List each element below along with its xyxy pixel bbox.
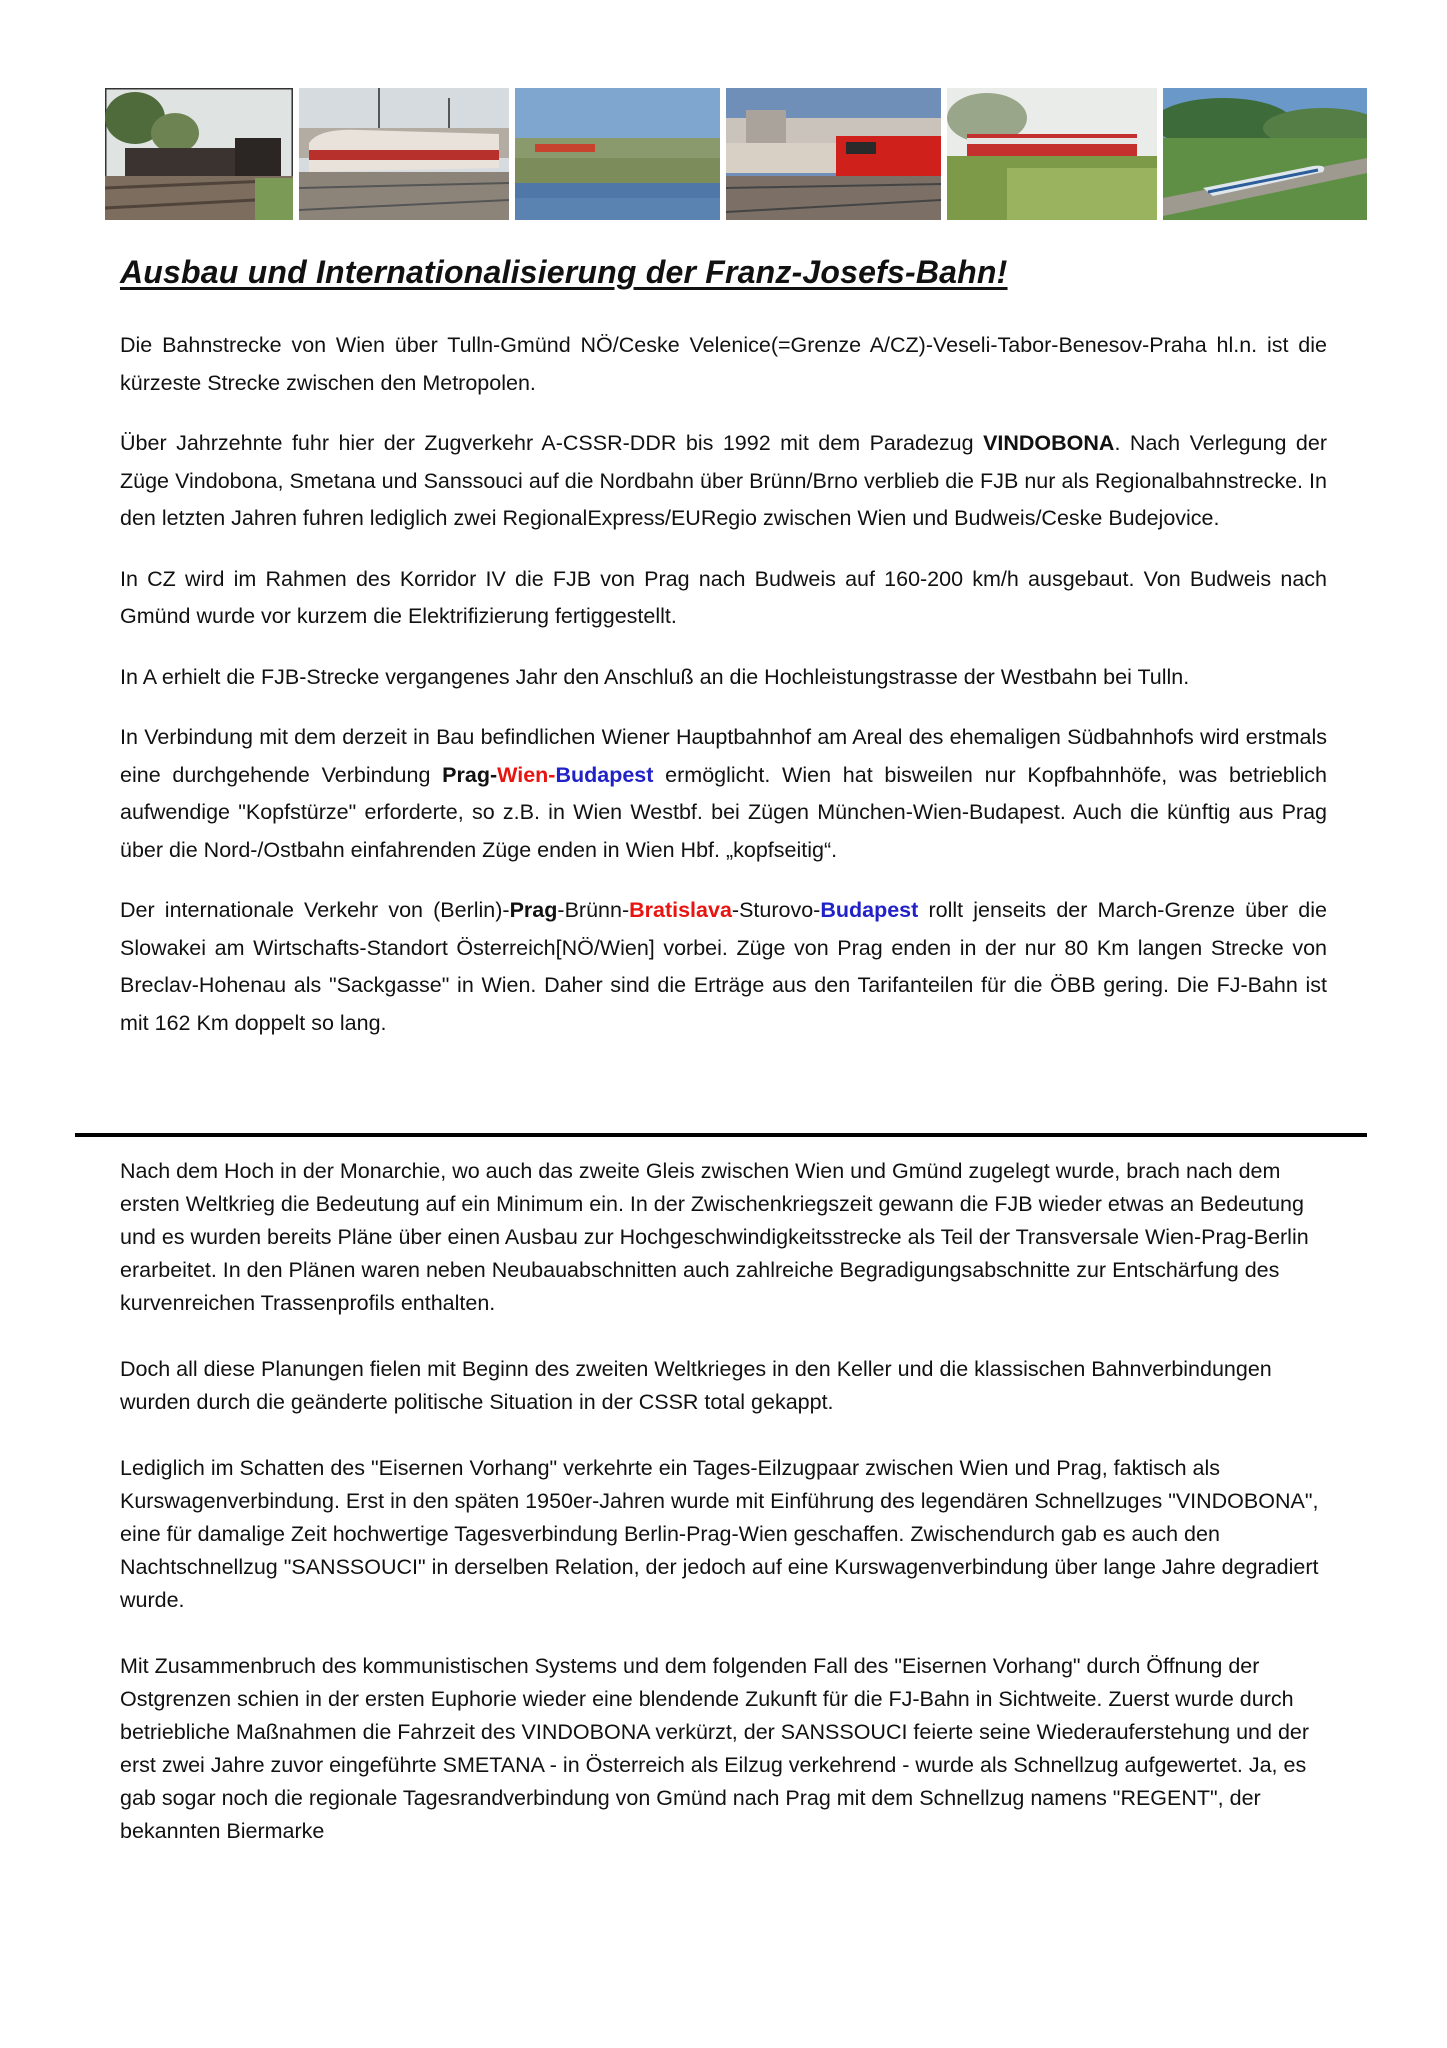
photo-diesel-railcar xyxy=(299,88,509,220)
paragraph-monarchy: Nach dem Hoch in der Monarchie, wo auch das zweite Gleis zwischen Wien und Gmünd zugelegt wurde, brach nach dem ersten Weltkrieg die Bedeutung auf ein Minimum ein. In der Zwischenkriegszeit gewann die FJB wieder etwas an Bedeutung und es wurden bereits Pläne über einen Ausbau zur Hochgeschwindigkeitsstrecke als Teil der Transversale Wien-Prag-Berlin erarbeitet. In den Plänen waren neben Neubauabschnitten auch zahlreiche Begradigungsabschnitte zur Entschärfung des kurvenreichen Trassenprofils enthalten. xyxy=(120,1159,1309,1315)
photo-strip xyxy=(105,88,1367,220)
photo-red-locomotive xyxy=(726,88,941,220)
paragraph-hauptbahnhof xyxy=(120,719,1327,869)
paragraph-austria-connection xyxy=(120,659,1327,697)
photo-steam-train xyxy=(105,88,293,220)
paragraph-international-traffic xyxy=(120,892,1327,1042)
highlight-wien: Wien- xyxy=(497,762,556,787)
text: In CZ wird im Rahmen des Korridor IV die FJB von Prag nach Budweis auf 160-200 km/h ausgebaut. Von Budweis nach Gmünd wurde vor kurzem die Elektrifizierung fertiggestellt. xyxy=(120,566,1327,628)
text: Über Jahrzehnte fuhr hier der Zugverkehr A-CSSR-DDR bis 1992 mit dem Paradezug xyxy=(120,431,984,455)
paragraph-world-war: Doch all diese Planungen fielen mit Beginn des zweiten Weltkrieges in den Keller und die klassischen Bahnverbindungen wurden durch die geänderte politische Situation in der CSSR total gekappt. xyxy=(120,1357,1272,1414)
text: Die Bahnstrecke von Wien über Tulln-Gmünd NÖ/Ceske Velenice(=Grenze A/CZ)-Veseli-Tabor-Benesov-Praha hl.n. ist die kürzeste Strecke zwischen den Metropolen. xyxy=(120,333,1327,395)
text: ermöglicht. Wien hat bisweilen nur Kopfbahnhöfe, was betrieblich aufwendige "Kopfstürze" erforderte, so z.B. in Wien Westbf. bei Zügen München-Wien-Budapest. Auch die künftig aus Prag über die Nord-/Ostbahn einfahrenden Züge enden in Wien Hbf. „kopfseitig“. xyxy=(120,762,1327,862)
photo-train-at-lake xyxy=(515,88,720,220)
paragraph-history xyxy=(120,425,1327,538)
highlight-vindobona: VINDOBONA xyxy=(983,431,1115,455)
paragraph-route xyxy=(120,327,1327,402)
paragraph-cz-upgrade xyxy=(120,561,1327,636)
text: In A erhielt die FJB-Strecke vergangenes Jahr den Anschluß an die Hochleistungstrasse der Westbahn bei Tulln. xyxy=(120,664,1190,689)
highlight-prag: Prag xyxy=(509,898,558,922)
highlight-bratislava: Bratislava xyxy=(629,898,732,922)
paragraph-reopening: Mit Zusammenbruch des kommunistischen Systems und dem folgenden Fall des "Eisernen Vorhang" durch Öffnung der Ostgrenzen schien in der ersten Euphorie wieder eine blendende Zukunft für die FJ-Bahn in Sichtweite. Zuerst wurde durch betriebliche Maßnahmen die Fahrzeit des VINDOBONA verkürzt, der SANSSOUCI feierte seine Wiederauferstehung und der erst zwei Jahre zuvor eingeführte SMETANA - in Österreich als Eilzug verkehrend - wurde als Schnellzug aufgewertet. Ja, es gab sogar noch die regionale Tagesrandverbindung von Gmünd nach Prag mit dem Schnellzug namens "REGENT", der bekannten Biermarke xyxy=(120,1654,1310,1843)
paragraph-iron-curtain: Lediglich im Schatten des "Eisernen Vorhang" verkehrte ein Tages-Eilzugpaar zwischen Wien und Prag, faktisch als Kurswagenverbindung. Erst in den späten 1950er-Jahren wurde mit Einführung des legendären Schnellzuges "VINDOBONA", eine für damalige Zeit hochwertige Tagesverbindung Berlin-Prag-Wien geschaffen. Zwischendurch gab es auch den Nachtschnellzug "SANSSOUCI" in derselben Relation, der jedoch auf eine Kurswagenverbindung über lange Jahre degradiert wurde. xyxy=(120,1456,1319,1612)
text: -Sturovo- xyxy=(731,898,821,922)
text: Der internationale Verkehr von (Berlin)- xyxy=(120,898,510,922)
section-divider xyxy=(75,1133,1367,1137)
history-section xyxy=(120,1155,1340,1881)
text: -Brünn- xyxy=(557,898,630,922)
photo-regional-train xyxy=(947,88,1157,220)
highlight-budapest: Budapest xyxy=(555,762,654,787)
photo-high-speed-train xyxy=(1163,88,1367,220)
text: In Verbindung mit dem derzeit in Bau befindlichen Wiener Hauptbahnhof am Areal des ehemaligen Südbahnhofs wird erstmals eine durchgehende Verbindung xyxy=(120,725,1327,787)
highlight-budapest: Budapest xyxy=(820,898,919,922)
text: rollt jenseits der March-Grenze über die Slowakei am Wirtschafts-Standort Österreich[NÖ/Wien] vorbei. Züge von Prag enden in der nur 80 Km langen Strecke von Breclav-Hohenau als "Sackgasse" in Wien. Daher sind die Erträge aus den Tarifanteilen für die ÖBB gering. Die FJ-Bahn ist mit 162 Km doppelt so lang. xyxy=(120,898,1327,1035)
page-title: Ausbau und Internationalisierung der Franz-Josefs-Bahn! xyxy=(120,254,1008,290)
highlight-prag: Prag- xyxy=(442,762,498,787)
text: . Nach Verlegung der Züge Vindobona, Smetana und Sanssouci auf die Nordbahn über Brünn/Brno verblieb die FJB nur als Regionalbahnstrecke. In den letzten Jahren fuhren lediglich zwei RegionalExpress/EURegio zwischen Wien und Budweis/Ceske Budejovice. xyxy=(120,431,1327,530)
intro-section xyxy=(120,327,1327,1065)
